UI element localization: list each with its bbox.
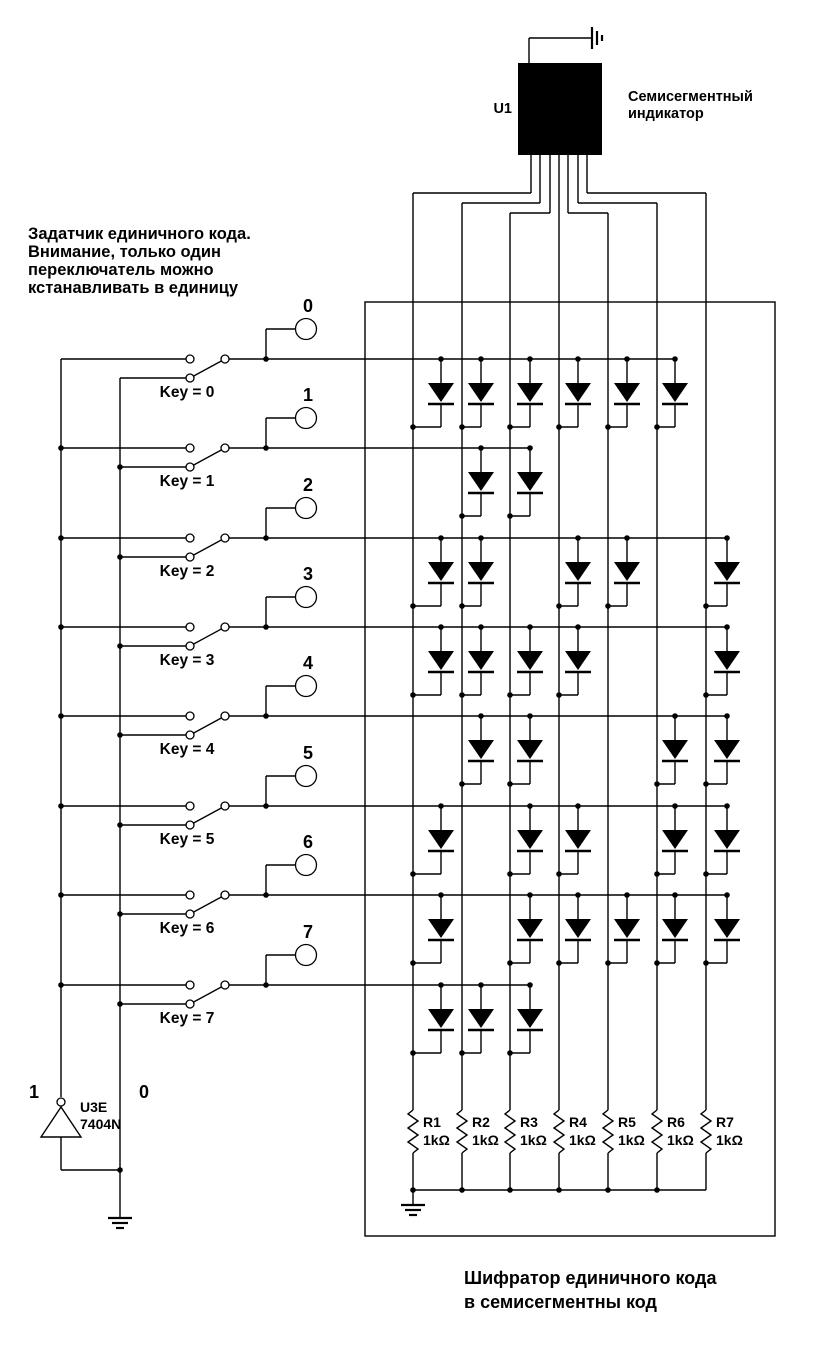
diode-triangle [565, 383, 591, 402]
diode-6-R6 [654, 892, 688, 966]
display-name-label: индикатор [628, 106, 704, 122]
junction-dot [654, 871, 660, 877]
switch-contact-low [186, 553, 194, 561]
setter-note-line: переключатель можно [28, 261, 214, 279]
switch-row-7 [58, 922, 543, 1056]
diode-triangle [614, 562, 640, 581]
key-label: Key = 2 [159, 563, 215, 580]
diode-triangle [468, 383, 494, 402]
junction-dot [605, 603, 611, 609]
junction-dot [410, 1050, 416, 1056]
resistor-ref-label: R3 [520, 1114, 538, 1130]
diode-0-R2 [459, 356, 494, 430]
diode-4-R2 [459, 713, 494, 787]
diode-6-R7 [703, 892, 740, 966]
resistor-bank [401, 1110, 743, 1215]
switch-lever [190, 716, 225, 735]
digit-label: 3 [302, 564, 314, 584]
resistor-symbol [652, 1110, 662, 1153]
diode-2-R4 [556, 535, 591, 609]
resistor-value-label: 1kΩ [667, 1132, 694, 1148]
diode-triangle [714, 562, 740, 581]
rail-low-label: 0 [138, 1082, 150, 1102]
diode-2-R7 [703, 535, 740, 609]
resistor-value-label: 1kΩ [618, 1132, 645, 1148]
junction-dot [654, 781, 660, 787]
diode-triangle [517, 383, 543, 402]
switch-contact-low [186, 731, 194, 739]
junction-dot [703, 692, 709, 698]
diode-triangle [517, 651, 543, 670]
encoder-caption-line: Шифратор единичного кода [464, 1268, 717, 1288]
junction-dot [58, 982, 64, 988]
diode-2-R2 [459, 535, 494, 609]
switch-pole-contact [221, 802, 229, 810]
junction-dot [459, 1187, 465, 1193]
display-ref-label: U1 [493, 101, 512, 117]
diode-0-R6 [654, 356, 688, 430]
diode-triangle [468, 651, 494, 670]
diode-triangle [468, 562, 494, 581]
diode-6-R1 [410, 892, 454, 966]
switch-lever [190, 448, 225, 467]
switch-pole-contact [221, 355, 229, 363]
switch-pole-contact [221, 623, 229, 631]
diode-2-R1 [410, 535, 454, 609]
diode-triangle [565, 919, 591, 938]
diode-3-R7 [703, 624, 740, 698]
switch-contact-high [186, 534, 194, 542]
indicator-probe-7 [296, 945, 317, 966]
junction-dot [58, 803, 64, 809]
diode-triangle [714, 651, 740, 670]
junction-dot [459, 692, 465, 698]
junction-dot [556, 692, 562, 698]
junction-dot [703, 781, 709, 787]
digit-label: 6 [302, 832, 314, 852]
key-label: Key = 7 [159, 1010, 215, 1027]
switch-pole-contact [221, 712, 229, 720]
diode-triangle [662, 383, 688, 402]
setter-note-line: Задатчик единичного кода. [28, 225, 251, 243]
diode-triangle [662, 740, 688, 759]
diode-triangle [428, 1009, 454, 1028]
diode-triangle [428, 562, 454, 581]
switch-pole-contact [221, 444, 229, 452]
indicator-probe-4 [296, 676, 317, 697]
diode-triangle [714, 919, 740, 938]
switch-lever [190, 627, 225, 646]
junction-dot [117, 554, 123, 560]
switch-contact-low [186, 910, 194, 918]
inverter-bubble [57, 1098, 65, 1106]
resistor-symbol [554, 1110, 564, 1153]
diode-4-R7 [703, 713, 740, 787]
setter-note-line: кстанавливать в единицу [28, 279, 239, 297]
junction-dot [556, 960, 562, 966]
display-name-label: Семисегментный [628, 89, 753, 105]
digit-label: 0 [302, 296, 314, 316]
diode-5-R7 [703, 803, 740, 877]
switch-contact-low [186, 821, 194, 829]
switch-lever [190, 538, 225, 557]
diode-triangle [662, 919, 688, 938]
key-label: Key = 0 [159, 384, 215, 401]
switch-key-1[interactable] [186, 444, 229, 471]
resistor-ref-label: R2 [472, 1114, 490, 1130]
junction-dot [605, 1187, 611, 1193]
switch-contact-low [186, 374, 194, 382]
diode-3-R2 [459, 624, 494, 698]
diode-4-R3 [507, 713, 543, 787]
junction-dot [58, 535, 64, 541]
inverter-part-label: 7404N [80, 1116, 122, 1132]
setter-note-line: Внимание, только один [28, 243, 221, 261]
junction-dot [410, 603, 416, 609]
inverter-icon [41, 1107, 81, 1137]
diode-triangle [517, 830, 543, 849]
junction-dot [117, 643, 123, 649]
switch-lever [190, 359, 225, 378]
junction-dot [58, 713, 64, 719]
junction-dot [703, 603, 709, 609]
digit-label: 5 [302, 743, 314, 763]
diode-triangle [517, 472, 543, 491]
junction-dot [459, 1050, 465, 1056]
resistor-value-label: 1kΩ [520, 1132, 547, 1148]
junction-dot [507, 871, 513, 877]
switch-lever [190, 806, 225, 825]
switch-key-3[interactable] [186, 623, 229, 650]
junction-dot [605, 424, 611, 430]
resistor-ref-label: R7 [716, 1114, 734, 1130]
junction-dot [117, 1001, 123, 1007]
junction-dot [507, 424, 513, 430]
diode-triangle [614, 383, 640, 402]
diode-0-R1 [410, 356, 454, 430]
diode-triangle [517, 919, 543, 938]
junction-dot [605, 960, 611, 966]
ground-icon-matrix [401, 1190, 425, 1215]
resistor-symbol [457, 1110, 467, 1153]
diode-3-R4 [556, 624, 591, 698]
switch-row-0 [61, 296, 688, 430]
junction-dot [410, 692, 416, 698]
junction-dot [507, 1187, 513, 1193]
resistor-value-label: 1kΩ [472, 1132, 499, 1148]
diode-triangle [517, 1009, 543, 1028]
switch-key-6[interactable] [186, 891, 229, 918]
diode-triangle [428, 651, 454, 670]
junction-dot [410, 871, 416, 877]
junction-dot [410, 960, 416, 966]
diode-triangle [662, 830, 688, 849]
diode-triangle [565, 651, 591, 670]
encoder-caption-line: в семисегментны код [464, 1292, 657, 1312]
diode-7-R3 [507, 982, 543, 1056]
switch-contact-high [186, 355, 194, 363]
diode-triangle [468, 740, 494, 759]
encoder-box [365, 302, 775, 1236]
diode-triangle [468, 1009, 494, 1028]
switch-contact-high [186, 623, 194, 631]
rail-high-label: 1 [28, 1082, 40, 1102]
junction-dot [58, 445, 64, 451]
switch-pole-contact [221, 891, 229, 899]
switch-key-0[interactable] [186, 355, 229, 382]
diode-triangle [565, 562, 591, 581]
junction-dot [117, 464, 123, 470]
diode-5-R3 [507, 803, 543, 877]
diode-0-R4 [556, 356, 591, 430]
switch-row-6 [58, 832, 740, 966]
diode-triangle [468, 472, 494, 491]
junction-dot [459, 513, 465, 519]
diode-triangle [428, 919, 454, 938]
diode-triangle [714, 740, 740, 759]
diode-triangle [714, 830, 740, 849]
resistor-value-label: 1kΩ [423, 1132, 450, 1148]
indicator-probe-1 [296, 408, 317, 429]
resistor-symbol [408, 1110, 418, 1153]
diode-2-R5 [605, 535, 640, 609]
indicator-probe-2 [296, 498, 317, 519]
switch-contact-low [186, 642, 194, 650]
diode-4-R6 [654, 713, 688, 787]
junction-dot [556, 871, 562, 877]
junction-dot [58, 624, 64, 630]
junction-dot [117, 911, 123, 917]
indicator-probe-3 [296, 587, 317, 608]
switch-contact-high [186, 802, 194, 810]
diode-5-R1 [410, 803, 454, 877]
switch-lever [190, 895, 225, 914]
junction-dot [556, 1187, 562, 1193]
switch-key-5[interactable] [186, 802, 229, 829]
diode-5-R6 [654, 803, 688, 877]
junction-dot [654, 424, 660, 430]
diode-6-R5 [605, 892, 640, 966]
key-label: Key = 3 [159, 652, 215, 669]
switch-key-7[interactable] [186, 981, 229, 1008]
digit-label: 7 [302, 922, 314, 942]
junction-dot [703, 871, 709, 877]
switch-contact-high [186, 981, 194, 989]
resistor-symbol [505, 1110, 515, 1153]
ground-icon-left [108, 1203, 132, 1228]
digit-label: 2 [302, 475, 314, 495]
key-label: Key = 6 [159, 920, 215, 937]
junction-dot [654, 1187, 660, 1193]
resistor-value-label: 1kΩ [716, 1132, 743, 1148]
diode-1-R2 [459, 445, 494, 519]
switch-key-4[interactable] [186, 712, 229, 739]
resistor-value-label: 1kΩ [569, 1132, 596, 1148]
diode-0-R3 [507, 356, 543, 430]
junction-dot [556, 424, 562, 430]
junction-dot [507, 1050, 513, 1056]
indicator-probe-5 [296, 766, 317, 787]
switch-row-5 [58, 743, 740, 877]
indicator-probe-0 [296, 319, 317, 340]
diode-6-R3 [507, 892, 543, 966]
junction-dot [117, 822, 123, 828]
diode-triangle [428, 383, 454, 402]
diode-7-R2 [459, 982, 494, 1056]
switch-contact-low [186, 463, 194, 471]
seven-segment-display-body [518, 63, 602, 155]
diode-3-R1 [410, 624, 454, 698]
switch-key-2[interactable] [186, 534, 229, 561]
diode-7-R1 [410, 982, 454, 1056]
junction-dot [703, 960, 709, 966]
diode-0-R5 [605, 356, 640, 430]
diode-1-R3 [507, 445, 543, 519]
resistor-ref-label: R5 [618, 1114, 636, 1130]
switch-pole-contact [221, 534, 229, 542]
diode-5-R4 [556, 803, 591, 877]
switch-row-4 [58, 653, 740, 787]
switch-contact-low [186, 1000, 194, 1008]
diode-triangle [517, 740, 543, 759]
diode-triangle [565, 830, 591, 849]
switch-lever [190, 985, 225, 1004]
diode-6-R4 [556, 892, 591, 966]
inverter-ref-label: U3E [80, 1099, 108, 1115]
code-setter [29, 359, 149, 1228]
key-label: Key = 5 [159, 831, 215, 848]
diode-3-R3 [507, 624, 543, 698]
junction-dot [459, 603, 465, 609]
junction-dot [410, 424, 416, 430]
junction-dot [459, 781, 465, 787]
junction-dot [507, 781, 513, 787]
switch-row-2 [58, 475, 740, 609]
switch-contact-high [186, 891, 194, 899]
junction-dot [507, 960, 513, 966]
switch-contact-high [186, 444, 194, 452]
junction-dot [58, 892, 64, 898]
diode-triangle [428, 830, 454, 849]
junction-dot [654, 960, 660, 966]
ground-icon-top [592, 27, 602, 49]
digit-label: 1 [302, 385, 314, 405]
resistor-ref-label: R6 [667, 1114, 685, 1130]
key-label: Key = 1 [159, 473, 215, 490]
digit-label: 4 [302, 653, 314, 673]
resistor-symbol [701, 1110, 711, 1153]
junction-dot [117, 1167, 123, 1173]
junction-dot [507, 513, 513, 519]
junction-dot [556, 603, 562, 609]
resistor-ref-label: R1 [423, 1114, 441, 1130]
junction-dot [117, 732, 123, 738]
junction-dot [507, 692, 513, 698]
resistor-symbol [603, 1110, 613, 1153]
key-label: Key = 4 [159, 741, 215, 758]
resistor-ref-label: R4 [569, 1114, 587, 1130]
junction-dot [459, 424, 465, 430]
switch-pole-contact [221, 981, 229, 989]
diode-triangle [614, 919, 640, 938]
indicator-probe-6 [296, 855, 317, 876]
switch-contact-high [186, 712, 194, 720]
